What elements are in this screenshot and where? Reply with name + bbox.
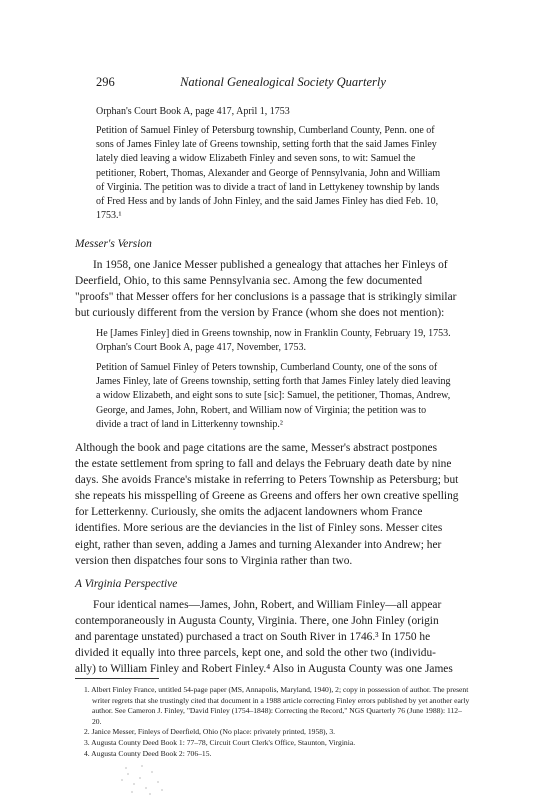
footnotes [84, 685, 470, 759]
page-number: 296 [96, 75, 115, 89]
paragraph [75, 257, 470, 321]
page-header [96, 75, 470, 91]
text-line: but curiously different from the version by France (whom she does not mention): [75, 307, 445, 320]
footnote: 4. Augusta County Deed Book 2: 706–15. [84, 748, 212, 758]
text-line: contemporaneously in Augusta County, Virginia. There, one John Finley (origin [75, 615, 439, 628]
text-line: ally) to William Finley and Robert Finley.⁴ Also in Augusta County was one James [75, 663, 453, 676]
text-line: she repeats his misspelling of Greene as Greens and offers her own creative spelling [75, 490, 459, 503]
quote2-dates [96, 327, 470, 355]
footnote: 1. Albert Finley France, untitled 54-page paper (MS, Annapolis, Maryland, 1940), 2; copy in possession of author. The present writer regrets that she trustingly cited that document in a 1988 article correcting Finley errors published by yet another early author. See Cameron J. Finley, "David Finley (1754–1848): Correcting the Record," NGS Quarterly 76 (June 1988): 112–20. [84, 685, 470, 726]
text-line: a widow Elizabeth, and eight sons to sute [sic]: Samuel, the petitioner, Thomas, Andrew, [96, 390, 451, 402]
text-line: Orphan's Court Book A, page 417, November, 1753. [96, 342, 306, 354]
text-line: version then dispatches four sons to Virginia rather than two. [75, 554, 353, 567]
journal-title: National Genealogical Society Quarterly [180, 75, 386, 89]
footnote: 3. Augusta County Deed Book 1: 77–78, Circuit Court Clerk's Office, Staunton, Virginia. [84, 737, 356, 747]
text-line: identifies. More serious are the deviancies in the list of Finley sons. Messer cites [75, 522, 443, 535]
text-line: James Finley, late of Greens township, setting forth that James Finley lately died leaving [96, 376, 451, 388]
paragraph [75, 597, 470, 677]
text-line: divide a tract of land in Litterkenny township.² [96, 418, 283, 430]
text-line: Petition of Samuel Finley of Petersburg township, Cumberland County, Penn. one of [96, 125, 435, 136]
paragraph [75, 440, 470, 569]
quote1-citation: Orphan's Court Book A, page 417, April 1, 1753 [96, 106, 290, 117]
footnote-divider [75, 678, 159, 679]
text-line: In 1958, one Janice Messer published a genealogy that attaches her Finleys of [93, 259, 448, 271]
text-line: sons of James Finley late of Greens township, setting forth that the said James Finley [96, 139, 437, 151]
section-heading: A Virginia Perspective [75, 578, 178, 590]
text-line: Although the book and page citations are the same, Messer's abstract postpones [75, 442, 438, 454]
text-line: 1753.¹ [96, 210, 122, 222]
section-heading: Messer's Version [75, 238, 152, 250]
text-line: Four identical names—James, John, Robert, and William Finley—all appear [93, 599, 442, 611]
text-line: "proofs" that Messer offers for her conclusions is a passage that is strikingly similar [75, 291, 457, 304]
text-line: days. She avoids France's mistake in referring to Peters Township as Petersburg; but [75, 474, 459, 487]
text-line: divided it equally into three parcels, kept one, and sold the other two (individu- [75, 647, 436, 660]
text-line: for Letterkenny. Curiously, she omits the adjacent landowners whom France [75, 506, 423, 519]
text-line: of Fred Hess and by lands of John Finley, and the said James Finley has died Feb. 10, [96, 196, 439, 208]
text-line: of Virginia. The petition was to divide a tract of land in Lettykeney township by lands [96, 181, 440, 193]
footnote: 2. Janice Messer, Finleys of Deerfield, Ohio (No place: privately printed, 1958), 3. [84, 727, 336, 737]
text-line: He [James Finley] died in Greens township, now in Franklin County, February 19, 1753. [96, 328, 451, 339]
text-line: lately died leaving a widow Elizabeth Finley and seven sons, to wit: Samuel the [96, 153, 416, 165]
text-line: George, and James, John, Robert, and William now of Virginia; the petition was to [96, 404, 427, 416]
text-line: and parentage unstated) purchased a tract on South River in 1746.³ In 1750 he [75, 631, 431, 644]
text-line: Petition of Samuel Finley of Peters township, Cumberland County, one of the sons of [96, 362, 438, 373]
text-line: petitioner, Robert, Thomas, Alexander and George of Pennsylvania, John and William [96, 167, 441, 179]
quote1-text [96, 124, 470, 223]
quote2-petition [96, 361, 470, 432]
text-line: the estate settlement from spring to fall and delays the February death date by nine [75, 458, 452, 471]
text-line: eight, rather than seven, adding a James and turning Alexander into Andrew; her [75, 538, 442, 551]
scan-smudge [112, 760, 172, 800]
text-line: Deerfield, Ohio, to this same Pennsylvania sec. Among the few documented [75, 275, 423, 288]
